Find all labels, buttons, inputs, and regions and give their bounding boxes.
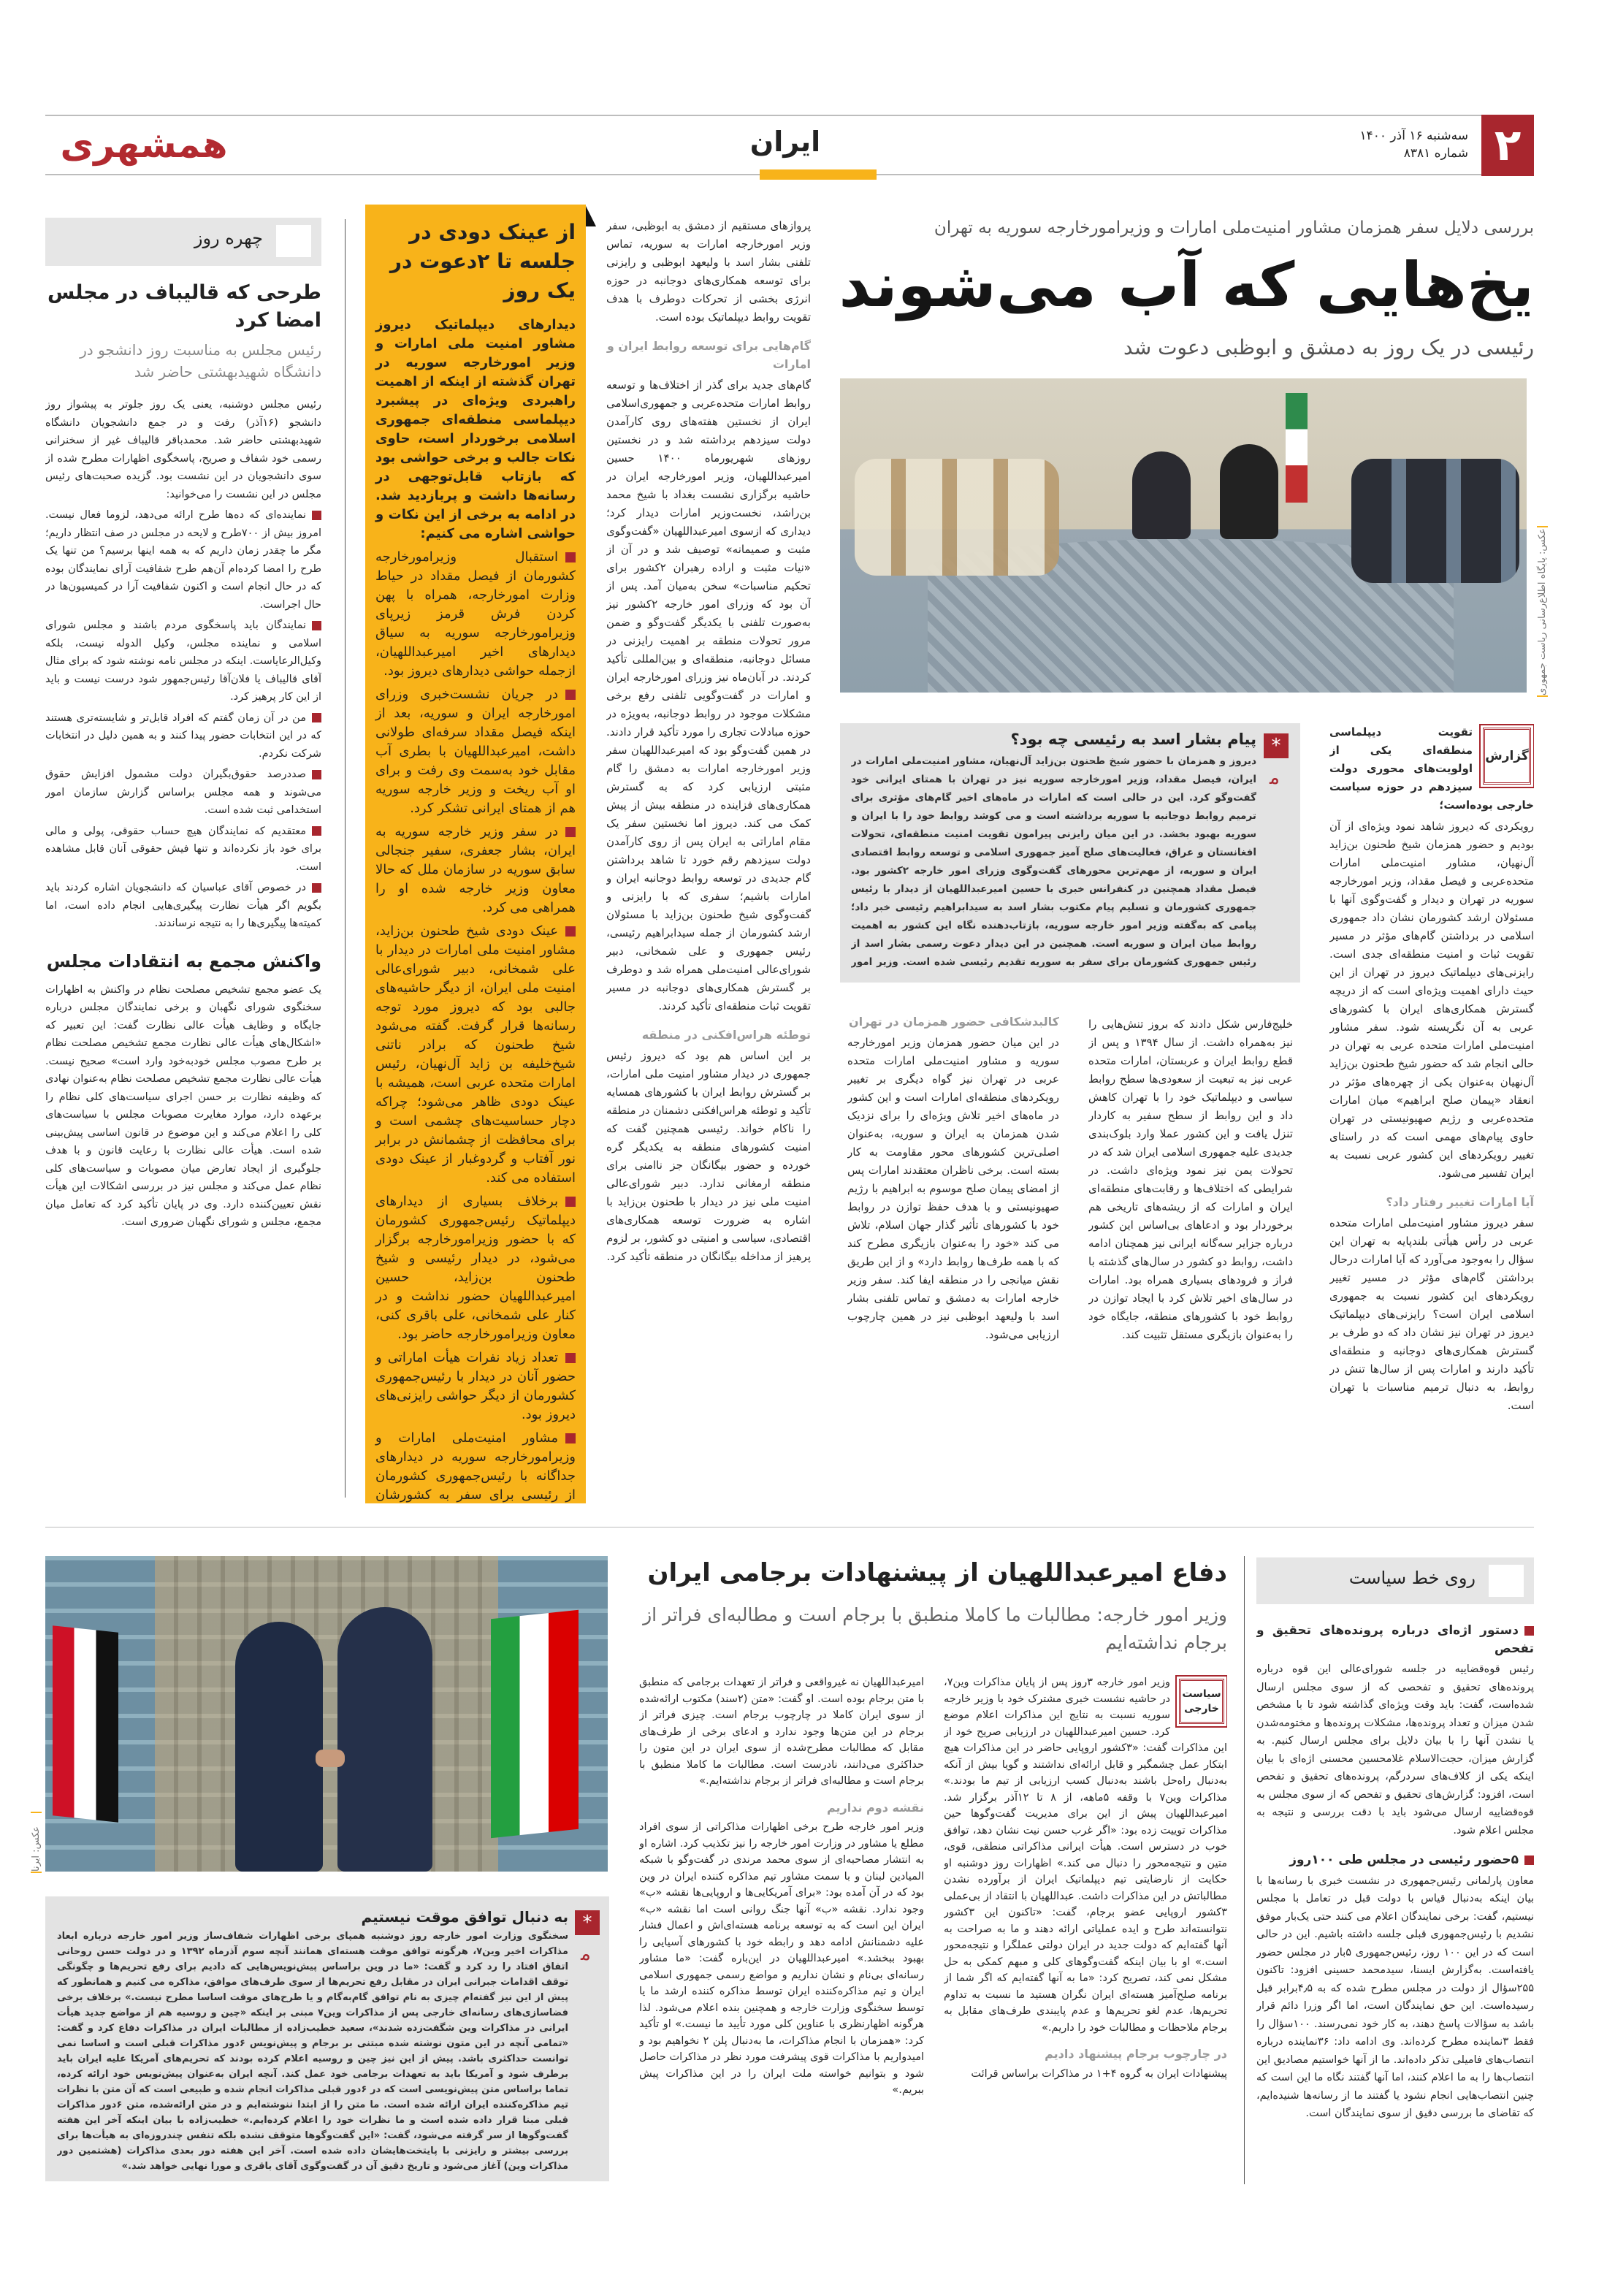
- left-deck: رئیس مجلس به مناسبت روز دانشجو در دانشگاه شهیدبهشتی حاضر شد: [80, 341, 321, 381]
- yellow-item: مشاور امنیت‌ملی امارات و وزیرامورخارجه سوریه در دیدارهای جداگانه با رئیس‌جمهوری کشورمان از رئیسی برای سفر به کشورشان: [375, 1430, 576, 1503]
- jcpoa-col1-text: وزیر امور خارجه ۳روز پس از پایان مذاکرات وین۷، در حاشیه نشست خبری مشترک خود با وزیر خارجه سوریه نسبت به نتایج این مذاکرات اعلام موضع کرد. حسین امیرعبداللهیان در ارزیابی صریح خود از این مذاکرات گفت: «۳کشور اروپایی حاضر در این مذاکرات هیچ ابتکار عمل چشمگیر و قابل ارائه‌ای نداشتند و گویا بیش از آنکه به‌دنبال راه‌حل باشند به‌دنبال کسب ارزیابی از تیم ما بودند.» مذاکرات وین۷ با وقفه ۵ماهه، از ۸ تا ۱۲آذر برگزار شد. امیرعبداللهیان پیش از این برای مدیریت گفت‌وگوها حین مذاکرات توییت زده بود: «اگر غرب حسن نیت نشان دهد، توافق خوب در دسترس است. هیأت ایرانی مذاکراتی منطقی، قوی، متین و نتیجه‌محور را دنبال می کند.» اظهارات روز دوشنبه او حکایت از نارضایتی تیم دیپلماتیک ایران از برآورده نشدن مطالباتش در این مذاکرات داشت. عبداللهیان با انتقاد از بی‌عملی ۳کشور اروپایی عضو برجام، گفت: «تاکنون این ۳کشور نتوانسته‌اند طرح و ایده عملیاتی ارائه دهند و ما به صراحت به آنها گفته‌ایم که دولت جدید در ایران دولتی عملگرا و نتیجه‌محور است.» او با بیان اینکه گفت‌وگوهای کلی و مبهم کمکی به حل مشکل نمی کند، تصریح کرد: «ما به آنها گفته‌ایم که اگر شما از برنامه صلح‌آمیز هسته‌ای ایران نگران هستید ما نسبت به تداوم تحریم‌ها، عدم لغو تحریم‌ها و عدم پایبندی طرف‌های مقابل به برجام ملاحظات و مطالبات خود را داریم.»: [944, 1677, 1227, 2034]
- person-syrian-minister: [235, 1622, 323, 1872]
- bullet-icon: [312, 511, 321, 520]
- politics-item-title: ۵حضور رئیسی در مجلس طی ۱۰۰روز: [1256, 1851, 1534, 1869]
- lead-headline: یخ‌هایی که آب می‌شوند: [839, 249, 1534, 321]
- tile-arch: [155, 1556, 498, 1872]
- lead-deck: رئیسی در یک روز به دمشق و ابوظبی دعوت شد: [1123, 335, 1534, 359]
- jcpoa-col1-text2: پیشنهادات ایران به گروه ۴+۱ در مذاکرات براساس قرائت: [971, 2067, 1227, 2080]
- left-item: معتقدیم که نمایندگان هیچ حساب حقوقی، پولی و مالی برای خود باز نکرده‌اند و تنها فیش حقوقی آنان قابل مشاهده است.: [45, 825, 321, 873]
- box-square-icon: [276, 225, 311, 257]
- middle-text-2: بر این اساس هم بود که دیروز رئیس جمهوری در دیدار مشاور امنیت ملی امارات، بر گسترش روابط ایران با کشورهای همسایه تأکید و توطئه هراس‌افکنی دشمنان در منطقه را ناکام خواند. رئیسی همچنین گفت که امنیت کشورهای منطقه به یکدیگر گره خورده و حضور بیگانگان جز ناامنی برای منطقه ارمغانی ندارد. دبیر شورای‌عالی امنیت ملی نیز در دیدار با طحنون بن‌زاید با اشاره به ضرورت توسعه همکاری‌های اقتصادی، سیاسی و امنیتی دو کشور، بر لزوم پرهیز از مداخله بیگانگان در منطقه تأکید کرد.: [606, 1049, 811, 1263]
- iran-flag: [491, 1610, 579, 1839]
- section-underline: [760, 169, 877, 180]
- yellow-headline: از عینک دودی در جلسه تا ۲دعوت در یک روز: [389, 220, 576, 302]
- delegation-left: [855, 459, 1059, 576]
- middle-intro: پروازهای مستقیم از دمشق به ابوظبی، سفر وزیر امورخارجه امارات به سوریه، تماس تلفنی بشار اسد با ولیعهد ابوظبی و رایزنی برای توسعه همکاری‌های دوجانبه در حوزه انرژی بخشی از تحرکات دوطرف با هدف تقویت روابط دیپلماتیک بوده است.: [606, 219, 811, 324]
- left-headline: طرحی که قالیباف در مجلس امضا کرد: [47, 281, 321, 332]
- report-label: گزارش: [1483, 728, 1531, 785]
- yellow-body: [375, 316, 576, 1503]
- bullet-icon: [312, 770, 321, 779]
- lead-kicker: بررسی دلایل سفر همزمان مشاور امنیت‌ملی امارات و وزیرامورخارجه سوریه به تهران: [934, 218, 1534, 237]
- left-item: در خصوص آقای عباسیان که دانشجویان اشاره کردند باید بگویم اگر هیأت نظارت پیگیری‌هایی انجام داده است، اما کمیته‌ها پیگیری‌ها را به نتیجه نرساندند.: [45, 882, 321, 929]
- jcpoa-headline: دفاع امیرعبداللهیان از پیشنهادات برجامی ایران: [647, 1558, 1227, 1587]
- lead-column-2: خلیج‌فارس شکل دادند که بروز تنش‌هایی را نیز به‌همراه داشت. از سال ۱۳۹۴ و پس از قطع روابط ایران و عربستان، امارات متحده عربی نیز به تبعیت از سعودی‌ها سطح روابط سیاسی و دیپلماتیک خود را با تهران کاهش داد و این روابط از سطح سفیر به کاردار تنزل یافت و این کشور عملا وارد بلوک‌بندی جدیدی علیه جمهوری اسلامی ایران شد که در تحولات یمن نیز نمود ویژه‌ای داشت. در شرایطی که اختلاف‌ها و رقابت‌های منطقه‌ای ایران و امارات که از ریشه‌های تاریخی هم برخوردار بود و ادعاهای بی‌اساس این کشور درباره جزایر سه‌گانه ایرانی نیز همچنان ادامه داشت، روابط دو کشور در سال‌های گذشته با فراز و فرودهای بسیاری همراه بود. امارات در سال‌های اخیر تلاش کرد با ایجاد توازن در روابط خود با کشورهای منطقه، جایگاه خود را به‌عنوان بازیگری مستقل تثبیت کند.: [1088, 1018, 1293, 1341]
- yellow-intro: دیدارهای دیپلماتیک دیروز مشاور امنیت ملی امارات و وزیر امورخارجه سوریه در تهران گذشته از اینکه از اهمیت راهبردی ویژه‌ای در پیشبرد دیپلماسی منطقه‌ای جمهوری اسلامی برخوردار است، حاوی نکات جالب و برخی حواشی بود که بازتاب قابل‌توجهی در رسانه‌ها داشت و پربازدید شد. در ادامه به برخی از این نکات و حواشی اشاره می کنیم:: [375, 317, 576, 541]
- bullet-icon: [565, 926, 576, 937]
- delegation-right: [1351, 459, 1519, 583]
- lead-photo-credit: عکس: پایگاه اطلاع‌رسانی ریاست جمهوری: [1537, 526, 1548, 697]
- left-column: [45, 279, 321, 1503]
- jcpoa-deck: وزیر امور خارجه: مطالبات ما کاملا منطبق با برجام است و مطالبه‌ای فراتر از برجام نداشته‌ایم: [643, 1604, 1227, 1653]
- middle-subhead-2: توطئه هراس‌افکنی در منطقه: [641, 1028, 811, 1042]
- assad-box-side-mark: ﻣ: [1270, 767, 1280, 789]
- yellow-item: تعداد زیاد نفرات هیأت اماراتی و حضور آنان در دیدار با رئیس‌جمهوری کشورمان از دیگر حواشی رایزنی‌های دیروز بود.: [375, 1350, 576, 1422]
- bullet-icon: [565, 552, 576, 562]
- jcpoa-col2-text: امیرعبداللهیان نه غیرواقعی و فراتر از تعهدات برجامی که منطبق با متن برجام بوده است. او گفت: «متن (۲سند) مکتوب ارائه‌شده از سوی ایران کاملا در چارچوب برجام است. چیزی فراتر از برجام در این متن‌ها وجود ندارد و ادعای برخی از طرف‌های مقابل که مطالبات مطرح‌شده از سوی ایران در این متون را حداکثری می‌دانند، نادرست است. مطالبات ما کاملا منطبق با برجام است و مطالبه‌ای فراتر از برجام نداشته‌ایم.»: [639, 1677, 924, 1787]
- person-guest: [1132, 451, 1191, 539]
- face-of-day-label: چهره روز: [194, 228, 263, 248]
- middle-text-1: گام‌های جدید برای گذر از اختلاف‌ها و توسعه روابط امارات متحده‌عربی و جمهوری‌اسلامی ایران از نخستین هفته‌های روی کارآمدن دولت سیزدهم برداشته شد و در نخستین روزهای شهریورماه ۱۴۰۰ حسین امیرعبداللهیان، وزیر امورخارجه ایران در حاشیه برگزاری نشست بغداد با شیخ محمد بن‌راشد، نخست‌وزیر امارات دیدار کرد؛ دیداری که ازسوی امیرعبداللهیان «گفت‌وگوی مثبت و صمیمانه» توصیف شد و در آن از «نیات مثبت و اراده رهبران ۲کشور برای تحکیم مناسبات» سخن به‌میان آمد. پس از آن بود که وزرای امور خارجه ۲کشور نیز به‌صورت تلفنی با یکدیگر گفت‌وگو و ضمن مرور تحولات منطقه بر اهمیت رایزنی در مسائل دوجانبه، منطقه‌ای و بین‌المللی تأکید کردند. در آبان‌ماه نیز وزرای امورخارجه ایران و امارات در گفت‌وگویی تلفنی رفع برخی مشکلات موجود در روابط دوجانبه، به‌ویژه در حوزه مبادلات تجاری را مورد تأکید قرار دادند. در همین گفت‌وگو بود که امیرعبداللهیان سفر وزیر امورخارجه امارات به دمشق را گام مثبتی ارزیابی کرد که به گسترش همکاری‌های فزاینده در منطقه بیش از پیش کمک می کند. دیروز اما نخستین سفر یک مقام اماراتی به ایران پس از روی کارآمدن دولت سیزدهم رقم خورد تا شاهد برداشتن گام جدیدی در توسعه روابط دوجانبه ایران و امارات باشیم؛ سفری که با رایزنی و گفت‌وگوی شیخ طحنون بن‌زاید با مسئولان ارشد کشورمان از جمله سیدابراهیم رئیسی، رئیس جمهوری و علی شمخانی، دبیر شورای‌عالی امنیت‌ملی همراه شد و دوطرف بر گسترش همکاری‌های دوجانبه در مسیر تقویت ثبات منطقه‌ای تأکید کردند.: [606, 378, 811, 1012]
- politics-line-header: [1256, 1557, 1534, 1604]
- lead-photo: [840, 378, 1527, 693]
- section-title: ایران: [749, 126, 821, 158]
- report-column: [1329, 723, 1534, 1503]
- yellow-item: عینک دودی شیخ طحنون بن‌زاید، مشاور امنیت ملی امارات در دیدار با علی شمخانی، دبیر شورای‌عالی امنیت ملی ایران، از دیگر حاشیه‌های جالبی بود که دیروز مورد توجه رسانه‌ها قرار گرفت. گفته می‌شود شیخ طحنون که برادر ناتنی شیخ‌خلیفه بن زاید آل‌نهیان، رئیس امارات متحده عربی است، همیشه با عینک دودی ظاهر می‌شود؛ چراکه دچار حساسیت‌های چشمی است و برای محافظت از چشمانش در برابر نور آفتاب و گردوغبار از عینک دودی استفاده می کند.: [375, 923, 576, 1186]
- assad-box-text: دیروز و همزمان با حضور شیخ طحنون بن‌زاید آل‌نهیان، مشاور امنیت‌ملی امارات در ایران، فیصل مقداد، وزیر امورخارجه سوریه نیز در تهران با همتای ایرانی خود گفت‌وگو کرد. این در حالی است که امارات در ماه‌های اخیر گام‌های مؤثری برای ترمیم روابط دوجانبه با سوریه برداشته است و می کوشد روابط خود را با ایران و سوریه بهبود بخشد. در این میان رایزنی پیرامون تقویت امنیت منطقه‌ای، تحولات افغانستان و عراق، فعالیت‌های صلح آمیز جمهوری اسلامی و توسعه روابط اقتصادی ایران و سوریه، از مهم‌ترین محورهای گفت‌وگوی وزرای امور خارجه ۲کشور بود. فیصل مقداد همچنین در کنفرانس خبری با حسین امیرعبداللهیان از دیدار با رئیس جمهوری کشورمان و تسلیم پیام مکتوب بشار اسد به سیدابراهیم رئیسی خبر داد؛ پیامی که به‌گفته وزیر امور خارجه سوریه، بازتاب‌دهنده نگاه این کشور به اهمیت روابط میان ایران و سوریه است. همچنین در این دیدار دعوت رسمی بشار اسد از رئیس جمهوری کشورمان برای سفر به سوریه تقدیم رئیسی شده است. وزیر امور: [851, 755, 1256, 968]
- box-square-icon: [1489, 1565, 1524, 1597]
- star-icon: *: [1264, 733, 1289, 758]
- lead-column-3-wrap: [847, 1008, 1059, 1501]
- handshake: [316, 1750, 345, 1767]
- section-separator: [45, 1527, 1534, 1528]
- face-of-day-header: [45, 218, 321, 266]
- bullet-icon: [565, 1433, 576, 1443]
- person-president: [1220, 444, 1278, 539]
- jcpoa-column-2: [639, 1674, 924, 2184]
- yellow-corner-triangle: [586, 206, 596, 226]
- bullet-icon: [565, 690, 576, 700]
- interim-box-text: سخنگوی وزارت امور خارجه روز دوشنبه همپای برخی اظهارات شفاف‌ساز وزیر امور خارجه درباره ابعاد مذاکرات اخیر وین۷، هرگونه توافق موقت هسته‌ای همانند آنچه سوم آذرماه ۱۳۹۲ و در دولت حسن روحانی اتفاق افتاد را رد کرد و گفت: «ما در وین براساس پیش‌نویس‌هایی که دادیم برای رفع تحریم‌ها و چگونگی توقف اقدامات جبرانی ایران در مقابل رفع تحریم‌ها از سوی طرف‌های موافق، مذاکره می کنیم و همانطور که پیش از این نیز گفته‌ام چیزی به نام توافق گام‌به‌گام و یا طرح‌های موقت اساسا مطرح نیست.» برخلاف برخی فضاسازی‌های رسانه‌ای خارجی پس از مذاکرات وین۷ مبنی بر اینکه «چین و روسیه هم از مواضع جدید هیأت ایرانی در مذاکرات وین شگفت‌زده شدند»، سعید خطیب‌زاده از مطالبات ایران در مذاکرات دفاع کرد و گفت: «تمامی آنچه در این متون نوشته شده مبتنی بر برجام و پیش‌نویس ۶دور مذاکرات قبلی است و اساسا نمی توانست حداکثری باشد. پیش از این نیز چین و روسیه اعلام کرده بودند که تحریم‌های آمریکا علیه ایران باید برطرف شود و آمریکا باید به تعهدات برجامی خود عمل کند. آنچه ایران به‌عنوان پیش‌نویس خود ارائه کرده، تماما براساس متن پیش‌نویسی است که در ۶دور قبلی مذاکرات انجام شده و طبیعی است که آن متن با نظرات تیم مذاکره‌کننده ایران ارائه شده است. ما متن را از ابتدا ننوشته‌ایم و در متن ارائه‌شده، متن ۶دور مذاکرات قبلی مبنا قرار داده شده است و ما نظرات خود را اعلام کرده‌ایم.» خطیب‌زاده با بیان اینکه آخر این هفته گفت‌وگوها از سر گرفته می‌شود، گفت: «این گفت‌وگوها متوقف نشده بلکه تنفس چندروزه‌ای به هیأت‌ها برای بررسی بیشتر و رایزنی با پایتخت‌هایشان داده شده است. آخر این هفته دور بعدی مذاکرات (هشتمین دور مذاکرات وین) آغاز می‌شود و تاریخ دقیق آن در گفت‌وگوی آقای باقری و مورا نهایی خواهد شد.»: [57, 1931, 568, 2172]
- jcpoa-subhead-2: نقشه دوم نداریم: [826, 1800, 924, 1815]
- header-top-rule: [45, 115, 1483, 116]
- politics-item-title: دستور اژه‌ای درباره پرونده‌های تحقیق و تفحص: [1256, 1623, 1534, 1656]
- yellow-sidebar: [365, 205, 586, 1503]
- lead-column-1: رویکردی که دیروز شاهد نمود ویژه‌ای از آن بودیم و حضور همزمان شیخ طحنون بن‌زاید آل‌نهیان، مشاور امنیت‌ملی امارات متحده‌عربی و فیصل مقداد، وزیر امورخارجه سوریه در تهران و دیدار و گفت‌وگوی آنها با مسئولان ارشد کشورمان نشان داد جمهوری اسلامی در برداشتن گام‌های مؤثر در مسیر تقویت ثبات و امنیت منطقه‌ای جدی است. رایزنی‌های دیپلماتیک دیروز در تهران از این حیث دارای اهمیت ویژه‌ای است که از دریچه گسترش همکاری‌های ایران با کشورهای عربی به آن نگریسته شود. سفر مشاور امنیت‌ملی امارات متحده عربی به تهران در حالی انجام شد که حضور شیخ طحنون بن‌زاید آل‌نهیان به‌عنوان یکی از چهره‌های مؤثر در انعقاد «پیمان صلح ابراهیم» میان امارات متحده‌عربی و رژیم صهیونیستی در تهران حاوی پیام‌های مهمی است که در راستای تغییر رویکردهای این کشور عربی نسبت به ایران تفسیر می‌شود.: [1329, 820, 1534, 1180]
- syria-flag: [53, 1625, 118, 1822]
- column-divider: [345, 219, 346, 1498]
- left-headline-2: واکنش مجمع به انتقادات مجلس: [46, 950, 321, 972]
- bullet-icon: [565, 1353, 576, 1363]
- bullet-icon: [1524, 1856, 1534, 1865]
- bullet-icon: [1524, 1626, 1534, 1636]
- lead-subhead-3: کالبدشکافی حضور همزمان در تهران: [848, 1015, 1059, 1029]
- left-item: من در آن زمان گفتم که افراد قابل‌تر و شایسته‌تری هستند که در این انتخابات حضور پیدا کنند و به همین دلیل در انتخابات شرکت نکردم.: [45, 712, 321, 760]
- lead-column-3: در این میان حضور همزمان وزیر امورخارجه سوریه و مشاور امنیت‌ملی امارات متحده عربی در تهران نیز گواه دیگری بر تغییر رویکردهای منطقه‌ای امارات است و این کشور در ماه‌های اخیر تلاش ویژه‌ای را برای نزدیک شدن همزمان به ایران و سوریه، به‌عنوان اصلی‌ترین کشورهای محور مقاومت به کار بسته است. برخی ناظران معتقدند امارات پس از امضای پیمان صلح موسوم به ابراهیم با رژیم صهیونیستی و با هدف حفظ توازن در روابط خود با کشورهای تأثیر گذار جهان اسلام، تلاش می کند «خود را به‌عنوان بازیگری مطرح کند که با همه طرف‌ها روابط دارد» و از این طریق نقش میانجی را در منطقه ایفا کند. سفر وزیر خارجه امارات به دمشق و تماس تلفنی بشار اسد با ولیعهد ابوظبی نیز در همین چارچوب ارزیابی می‌شود.: [847, 1036, 1059, 1341]
- left-body-2: یک عضو مجمع تشخیص مصلحت نظام در واکنش به اظهارات سخنگوی شورای نگهبان و برخی نمایندگان مجلس درباره جایگاه و وظایف هیأت عالی نظارت گفت: این تعبیر که «اشکال‌های هیأت عالی نظارت مجمع تشخیص مصلحت نظام بر طرح مصوب مجلس خودبه‌خود وارد است» صحیح نیست. هیأت عالی نظارت مجمع تشخیص مصلحت نظام به‌عنوان نهادی که وظیفه نظارت بر حسن اجرای سیاست‌های کلی نظام را برعهده دارد، موارد مغایرت مصوبات مجلس با سیاست‌های کلی را اعلام می‌کند و این موضوع در قانون اساسی پیش‌بینی شده است. هیأت عالی نظارت با رعایت قانون و با هدف جلوگیری از ایجاد تعارض میان مصوبات و سیاست‌های کلی نظام عمل می‌کند و مجلس نیز در بررسی اشکالات این هیأت نقش تعیین‌کننده دارد. وی در پایان تأکید کرد که تعامل میان مجمع، مجلس و شورای نگهبان ضروری است.: [45, 983, 321, 1228]
- bottom-photo-credit: عکس: ایرنا: [31, 1812, 42, 1873]
- page-number-badge: ۲: [1481, 115, 1534, 176]
- politics-line-label: روی خط سیاست: [1348, 1568, 1476, 1588]
- yellow-item: برخلاف بسیاری از دیدارهای دیپلماتیک رئیس‌جمهوری کشورمان که با حضور وزیرامورخارجه برگزار می‌شود، در دیدار رئیسی و شیخ طحنون بن‌زاید، حسین امیرعبداللهیان حضور نداشت و در کنار علی شمخانی، علی باقری کنی، معاون وزیرامورخارجه حاضر بود.: [375, 1194, 576, 1342]
- report-intro: تقویت دیپلماسی منطقه‌ای یکی از اولویت‌های محوری دولت سیزدهم در حوزه سیاست خارجی بوده‌است؛: [1329, 725, 1534, 812]
- bullet-icon: [312, 713, 321, 722]
- ministers-handshake-photo: [45, 1556, 608, 1872]
- column-divider: [1244, 1556, 1245, 2184]
- middle-subhead-1: گام‌هایی برای توسعه روابط ایران و امارات: [606, 339, 811, 371]
- bullet-icon: [565, 1197, 576, 1207]
- left-intro: رئیس مجلس دوشنبه، یعنی یک روز جلوتر به پیشواز روز دانشجو (۱۶آذر) رفت و در جمع دانشجویان دانشگاه شهیدبهشتی حاضر شد. محمدباقر قالیباف غیر از سخنرانی رسمی خود شفاف و صریح، پاسخگوی اظهارات مطرح شده از سوی دانشجویان در این نشست بود. گزیده صحبت‌های رئیس مجلس در این نشست را می‌خوانید:: [45, 399, 321, 500]
- jcpoa-column-1: [944, 1674, 1227, 2184]
- wall-flags: [1286, 393, 1308, 503]
- issue-number: شماره ۸۳۸۱: [1403, 146, 1468, 161]
- yellow-item: استقبال وزیرامورخارجه کشورمان از فیصل مقداد در حیاط وزارت امورخارجه، همراه با پهن کردن فرش قرمز زیرپای وزیرامورخارجه سوریه به سیاق دیدارهای اخیر امیرعبداللهیان، ازجمله حواشی دیدارهای دیروز بود.: [375, 549, 576, 679]
- lead-column-1b: سفر دیروز مشاور امنیت‌ملی امارات متحده عربی در رأس هیأتی بلندپایه به تهران این سؤال را به‌وجود می‌آورد که آیا امارات درحال برداشتن گام‌های مؤثر در مسیر تغییر رویکردهای این کشور نسبت به جمهوری اسلامی ایران است؟ رایزنی‌های دیپلماتیک دیروز در تهران نیز نشان داد که دو طرف بر گسترش همکاری‌های دوجانبه و منطقه‌ای تأکید دارند و امارات پس از سال‌ها تنش در روابط، به دنبال ترمیم مناسبات با تهران است.: [1329, 1216, 1534, 1412]
- politics-item-text: معاون پارلمانی رئیس‌جمهوری در نشست خبری با رسانه‌ها با بیان اینکه به‌دنبال قیاس با دولت قبل در تعامل با مجلس نیستیم، گفت: برخی نمایندگان اعلام می کنند حتی یک‌بار موفق نشدیم با رئیس‌جمهوری قبلی جلسه داشته باشیم. این در حالی است که در این ۱۰۰ روز، رئیس‌جمهوری ۵بار در مجلس حضور یافته‌است. به‌گزارش ایسنا، سیدمحمد حسینی افزود: تاکنون ۲۵۵سؤال از دولت در مجلس مطرح شده که به ۴٫۵برابر قبل رسیده‌است. این حق نمایندگان است، اما اگر وزرا دائم قرار باشد به سؤالات پاسخ دهند، به کار خود نمی‌رسند. ۱۰۰سؤال را فقط ۳نماینده مطرح کرده‌اند. وی ادامه داد: ۳۶نماینده درباره انتصاب‌های فامیلی تذکر داده‌اند. ما از آنها خواستیم مصادیق این انتصاب‌ها را به ما اعلام کنند، اما آنها گفتند نگاه ما این است که چنین انتصاب‌هایی انجام نشود یا گفتند ما از رسانه‌ها شنیده‌ایم، که تقاضای ما بررسی دقیق از سوی نمایندگان است.: [1256, 1874, 1534, 2119]
- foreign-policy-label: سیاست خارجی: [1179, 1679, 1224, 1724]
- interim-box-side-mark: ﻣ: [581, 1943, 591, 1965]
- left-item: صددرصد حقوق‌بگیران دولت مشمول افزایش حقوق می‌شوند و همه مجلس براساس گزارش سازمان امور استخدامی ثبت شده است.: [45, 768, 321, 816]
- bullet-icon: [312, 621, 321, 630]
- middle-column: [606, 217, 811, 1503]
- lead-subhead-1: آیا امارات تغییر رفتار داد؟: [1386, 1195, 1534, 1209]
- person-iranian-minister: [337, 1607, 432, 1872]
- bullet-icon: [312, 826, 321, 836]
- jcpoa-col2-text2: وزیر امور خارجه طرح برخی اظهارات مذاکراتی از سوی افراد مطلع یا مشاور در وزارت امور خارجه را نیز تکذیب کرد. اشاره او به انتشار مصاحبه‌ای از سوی محمد مرندی در گفت‌وگو با شبکه المیادین لبنان و با سمت مشاور تیم مذاکره کننده ایران در وین بود که در آن آمده بود: «برای آمریکایی‌ها و اروپایی‌ها نقشه «ب» وجود ندارد. نقشه «ب» آنها جنگ روانی است اما نقشه «ب» ایران این است که به توسعه برنامه هسته‌ای‌اش و اعمال فشار علیه دشمنانش ادامه دهد و رابطه خود با کشورهای آسیایی را بهبود ببخشد.» امیرعبداللهیان در این‌باره گفت: «ما مشاور رسانه‌ای بی‌نام و نشان نداریم و مواضع رسمی جمهوری اسلامی ایران و تیم مذاکره‌کننده ایران توسط مذاکره کننده ارشد ما یا توسط سخنگوی وزارت خارجه و همچنین بنده اعلام می‌شود. لذا هرگونه اظهارنظری با عناوین کلی مورد تأیید ما نیست.» او تأکید کرد: «همزمان با انجام مذاکرات، ما به‌دنبال پلن ۲ نخواهیم بود و امیدواریم با مذاکرات قوی پیشرفت مورد نظر در مذاکرات حاصل شود و بتوانیم خواسته ملت ایران را در این مذاکرات پیش ببریم.»: [639, 1821, 924, 2096]
- interim-box-title: به دنبال توافق موقت نیستیم: [361, 1908, 568, 1926]
- issue-date: سه‌شنبه ۱۶ آذر ۱۴۰۰: [1359, 129, 1468, 143]
- left-item: نمایندگان باید پاسخگوی مردم باشند و مجلس شورای اسلامی و نماینده مجلس، وکیل الدوله نیست، بلکه وکیل‌الرعایاست. اینکه در مجلس نامه نوشته شود که برای مثال آقای قالیباف یا فلان‌آقا رئیس‌جمهور شود درست نیست و باید از این کار پرهیز کرد.: [45, 619, 321, 703]
- yellow-item: در سفر وزیر خارجه سوریه به ایران، بشار جعفری، سفیر جنجالی سابق سوریه در سازمان ملل که حالا معاون وزیر خارجه شده او را همراهی می کرد.: [375, 824, 576, 915]
- yellow-item: در جریان نشست‌خبری وزرای امورخارجه ایران و سوریه، بعد از اینکه فیصل مقداد سرفه‌ای طولانی داشت، امیرعبداللهیان با بطری آب مقابل خود به‌سمت وی رفت و برای او آب ریخت و وزیر خارجه سوریه هم از همتای ایرانی تشکر کرد.: [375, 687, 576, 816]
- assad-box-title: پیام بشار اسد به رئیسی چه بود؟: [1010, 731, 1256, 748]
- bullet-icon: [312, 883, 321, 893]
- politics-line-list: [1256, 1622, 1534, 2184]
- star-icon: *: [575, 1910, 600, 1935]
- newspaper-logo: همشهری: [60, 123, 228, 166]
- jcpoa-subhead-1: در چارچوب برجام پیشنهاد دادیم: [1045, 2047, 1227, 2061]
- bullet-icon: [565, 827, 576, 837]
- politics-item-text: رئیس قوه‌قضاییه در جلسه شورای‌عالی این قوه درباره پرونده‌های تحقیق و تفحصی که از سوی مجلس ارسال شده‌است، گفت: باید وقت ویژه‌ای گذاشته شود تا با مشخص شدن میزان و تعداد پرونده‌ها، مشکلات پرونده‌ها و مختومه‌شدن یا نشدن آنها را با بیان دلایل برای مجلس ارسال کنیم. به گزارش میزان، حجت‌الاسلام غلامحسین محسنی اژه‌ای با بیان اینکه یکی از کلاف‌های سردرگم، پرونده‌های تحقیق و تفحص است، افزود: گزارش‌های تحقیق و تفحص که از سوی مجلس به قوه‌قضاییه ارسال می‌شود باید با دقت بررسی و نتیجه به مجلس اعلام شود.: [1256, 1663, 1534, 1837]
- left-item: نماینده‌ای که ده‌ها طرح ارائه می‌دهد، لزوما فعال نیست. امروز بیش از ۷۰۰طرح و لایحه در مجلس در صف انتظار داریم؛ مگر ما چقدر زمان داریم که به همه اینها برسیم؟ من تنها یک طرح را امضا کرده‌ام آن‌هم طرح شفافیت آرای نمایندگان بوده که در حال انجام است و اکنون شفافیت آرا در کمیسیون‌ها در حال اجراست.: [45, 509, 321, 611]
